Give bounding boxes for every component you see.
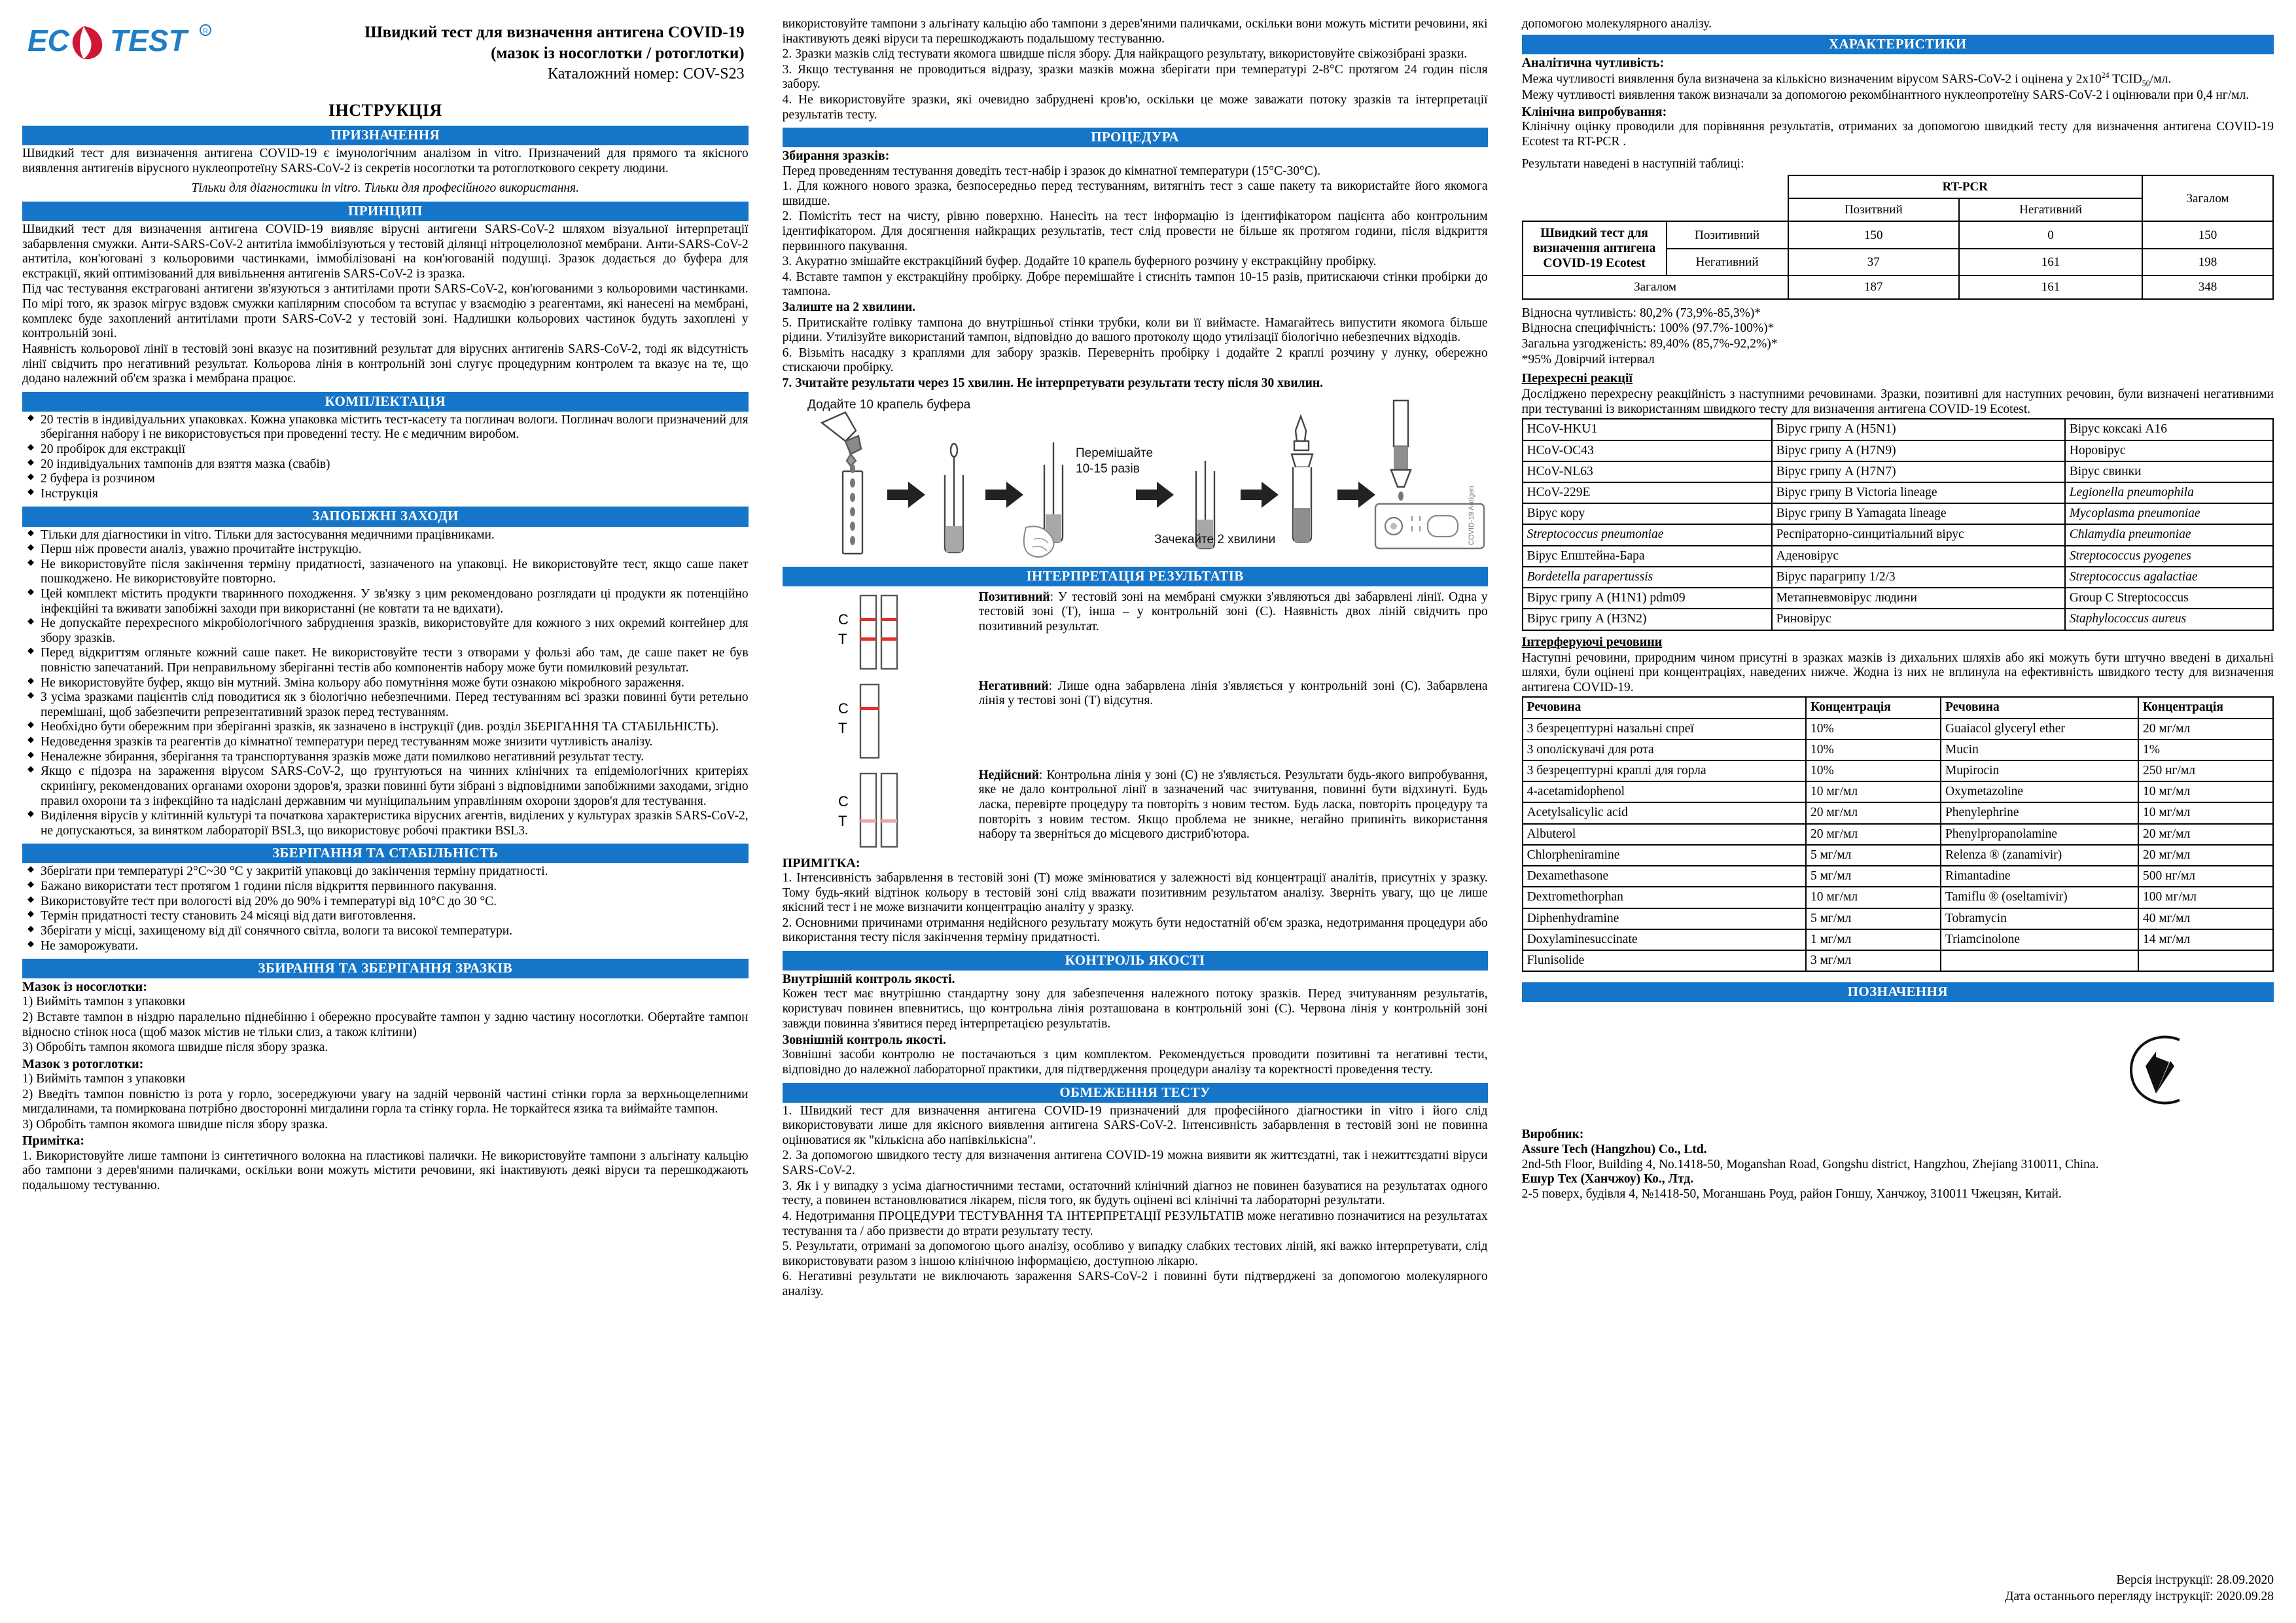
is-cell: 4-acetamidophenol — [1523, 781, 1806, 802]
is-cell: Flunisolide — [1523, 950, 1806, 971]
is-cell: 5 мг/мл — [1806, 908, 1941, 929]
contents-list — [22, 413, 749, 502]
principle-paragraph-1: Швидкий тест для визначення антигена COVID-19 виявляє вірусні антигени SARS-CoV-2 шляхом візуальної інтерпретації забарвлення смужки. Анти-SARS-CoV-2 антитіла іммобілізуються у тестовій ділянці нітроцелюлозної мембрани. Анти-SARS-CoV-2 антитіла, кон'юговані з кольоровими частинками, іммобілізовані на кон'югованій подушці. Зразок додається до буфера для екстракції, який оптимізований для вивільнення антигенів SARS-CoV-2 із зразка. — [22, 223, 749, 281]
manufacturer-block — [1522, 1128, 2274, 1202]
results-table-intro: Результати наведені в наступній таблиці: — [1521, 157, 1744, 171]
is-cell: 10 мг/мл — [2138, 781, 2273, 802]
is-cell: Phenylpropanolamine — [1941, 824, 2138, 845]
is-cell: 3 мг/мл — [1806, 950, 1941, 971]
cell-neg-neg: 161 — [1959, 249, 2142, 276]
section-bar-contents: КОМПЛЕКТАЦІЯ — [22, 392, 749, 412]
is-cell: 20 мг/мл — [2138, 719, 2273, 740]
procedure-step-1: 1. Для кожного нового зразка, безпосередньо перед тестуванням, витягніть тест з саше пакету та використайте його якомога швидше. — [782, 179, 1488, 208]
document-title-block — [364, 17, 748, 84]
cross-reactivity-table — [1522, 418, 2274, 630]
list-item: ◆ Перед відкриттям огляньте кожний саше пакет. Не використовуйте тести з отворами у фользі або там, де саше пакет не був повністю запечатаний. При неправильному зберіганні тестів або компонентів набору може бути помилковий результат. — [22, 646, 749, 675]
limitation-3: 3. Як і у випадку з усіма діагностичними тестами, остаточний клінічний діагноз не повинен базуватися на результатах одного тесту, а повинен встановлюватися лікарем, після того, як будуть оцінені всі клінічні та лабораторні результати. — [782, 1179, 1488, 1208]
relative-specificity: Відносна специфічність: 100% (97.7%-100%)* — [1521, 321, 1775, 336]
table-row — [1523, 950, 2273, 971]
limitation-6: 6. Негативні результати не виключають зараження SARS-CoV-2 і повинні бути підтверджені за допомогою молекулярного аналізу. — [782, 1270, 1488, 1298]
interpretation-text-positive — [979, 590, 1488, 635]
col-header-concentration-1: Концентрація — [1806, 697, 1941, 718]
three-column-layout — [22, 17, 2274, 1610]
test-zone-label: T — [838, 630, 847, 647]
total-row-label: Загалом — [1523, 276, 1788, 298]
result-desc-positive: : У тестовій зоні на мембрані смужки з'являються дві забарвлені лінії. Одна у тестовій зоні (Т), інша – у контрольній зоні (С). Наявність двох ліній свідчить про позитивний результат. — [978, 590, 1488, 633]
cr-cell: HCoV-OC43 — [1523, 440, 1772, 461]
is-cell: 3 безрецептурні краплі для горла — [1523, 760, 1806, 781]
table-row — [1523, 760, 2273, 781]
manufacturer-name-en: Assure Tech (Hangzhou) Co., Ltd. — [1521, 1142, 1707, 1156]
empty-cell — [1523, 198, 1667, 221]
col-header-substance-1: Речовина — [1523, 697, 1806, 718]
is-cell — [2138, 950, 2273, 971]
list-item: ◆ Виділення вірусів у клітинній культурі та початкова характеристика вірусних агентів, виділених у культурах зразків SARS-CoV-2, не допускаються, за винятком лабораторії BSL3, що використовує робочі практики BSL3. — [22, 809, 749, 838]
internal-qc-text: Кожен тест має внутрішню стандартну зону для забезпечення належного потоку зразків. Перед зчитуванням результатів, користувач повинен впевнитись, що контрольна лінія розташована в контрольній зоні (С). Червона лінія у контрольній зоні завжди повинна з'явитися перед інтерпретацією результатів. — [782, 987, 1488, 1031]
is-cell: 5 мг/мл — [1806, 866, 1941, 887]
cr-cell: Mycoplasma pneumoniae — [2065, 503, 2273, 524]
product-title-line1: Швидкий тест для визначення антигена COVID-19 — [364, 24, 745, 41]
section-bar-procedure: ПРОЦЕДУРА — [783, 128, 1488, 147]
table-row — [1523, 929, 2273, 950]
cell-pos-neg: 0 — [1959, 221, 2142, 249]
is-cell: 20 мг/мл — [1806, 824, 1941, 845]
svg-text:COVID-19 Antigen: COVID-19 Antigen — [1467, 486, 1475, 545]
nasopharyngeal-step-2: 2) Вставте тампон в ніздрю паралельно піднебінню і обережно просувайте тампон у задню частину носоглотки. Обертайте тампон відносно стінок носа (щоб мазок містив не тільки слиз, а також клітини) — [22, 1010, 749, 1039]
rtpcr-comparison-table — [1522, 175, 2274, 300]
is-cell: 20 мг/мл — [1806, 802, 1941, 823]
is-cell: 1% — [2138, 740, 2273, 760]
interfering-substances-table — [1522, 696, 2274, 972]
test-strip-positive-icon — [783, 590, 979, 675]
document-footer — [2005, 1573, 2274, 1605]
list-item: ◆ Не заморожувати. — [22, 939, 749, 954]
cr-cell: Риновірус — [1772, 609, 2065, 630]
is-cell: 40 мг/мл — [2138, 908, 2273, 929]
oropharyngeal-step-2: 2) Введіть тампон повністю із рота у горло, зосереджуючи увагу на задній червоній частині стінки горла за верхньощелепними мигдалинами, та помиркована потрібно двосторонні мигдалини горла та стінку горла. Не торкайтеся язика та виймайте тампон. — [22, 1087, 749, 1116]
column-right — [1505, 17, 2274, 1610]
table-row — [1523, 740, 2273, 760]
procedure-step-7-text: 7. Зчитайте результати через 15 хвилин. Не інтерпретувати результати тесту після 30 хвилин. — [782, 376, 1323, 391]
cell-neg-total: 198 — [2142, 249, 2273, 276]
analytical-part-a: Межа чутливості виявлення була визначена за кількісно визначеним вірусом SARS-CoV-2 і оцінена у 2x10 — [1521, 72, 2102, 86]
catalog-number: Каталожний номер: COV-S23 — [548, 65, 745, 82]
is-cell: Doxylaminesuccinate — [1523, 929, 1806, 950]
empty-corner-cell — [1523, 175, 1667, 198]
collection-note-4: 4. Не використовуйте зразки, які очевидно забруднені кров'ю, оскільки це може заважати потоку зразків та інтерпретації результатів тесту. — [782, 93, 1488, 122]
is-cell: Tamiflu ® (oseltamivir) — [1941, 887, 2138, 908]
cr-cell: Вірус Епштейна-Бара — [1523, 546, 1772, 567]
is-cell: 10 мг/мл — [2138, 802, 2273, 823]
test-strip-invalid-icon — [783, 768, 979, 853]
rtpcr-group-header: RT-PCR — [1788, 175, 2142, 198]
cr-cell: Вірус свинки — [2065, 461, 2273, 482]
cr-cell: Вірус грипу B Yamagata lineage — [1772, 503, 2065, 524]
cr-cell: Метапневмовірус людини — [1772, 588, 2065, 609]
cr-cell: Вірус парагрипу 1/2/3 — [1772, 567, 2065, 588]
is-cell: 250 нг/мл — [2138, 760, 2273, 781]
procedure-step-5: 5. Притискайте голівку тампона до внутрішньої стінки трубки, коли ви її виймаєте. Намагайтесь випустити якомога більше рідини. Утилізуйте використаний тампон, відповідно до вашого протоколу щодо утилізації біологічно небезпечних відходів. — [782, 315, 1488, 345]
table-row — [1523, 845, 2273, 866]
nasopharyngeal-step-3: 3) Обробіть тампон якомога швидше після збору зразка. — [22, 1041, 328, 1055]
empty-cell-2 — [1667, 198, 1788, 221]
is-cell: Dextromethorphan — [1523, 887, 1806, 908]
interpretation-note-1: 1. Інтенсивність забарвлення в тестовій зоні (Т) може змінюватися у залежності від концентрації аналітів, присутніх у зразку. Тому будь-який відтінок кольору в тестовій зоні слід вважати позитивним результатом аналізу. Зверніть увагу, що це лише якісний тест і не може визначити концентрацію аналіту у зразку. — [782, 870, 1488, 915]
is-cell: Relenza ® (zanamivir) — [1941, 845, 2138, 866]
clinical-trial-heading: Клінічна випробування: — [1521, 104, 1667, 119]
section-bar-storage: ЗБЕРІГАННЯ ТА СТАБІЛЬНІСТЬ — [22, 844, 749, 863]
list-item: ◆ Інструкція — [22, 487, 749, 502]
svg-text:EC: EC — [27, 24, 69, 58]
list-item: ◆ Не використовуйте буфер, якщо він мутний. Зміна кольору або помутніння може бути ознакою мікробного зараження. — [22, 676, 749, 691]
is-cell: 10 мг/мл — [1806, 781, 1941, 802]
cr-cell: Вірус грипу A (H7N7) — [1772, 461, 2065, 482]
cr-cell: Staphylococcus aureus — [2065, 609, 2273, 630]
list-item: ◆ Перш ніж провести аналіз, уважно прочитайте інструкцію. — [22, 543, 749, 558]
manufacturer-heading: Виробник: — [1521, 1128, 1584, 1142]
svg-text:R: R — [203, 27, 208, 35]
table-row — [1523, 461, 2273, 482]
cr-cell: Group C Streptococcus — [2065, 588, 2273, 609]
table-row — [1523, 802, 2273, 823]
cell-total-total: 348 — [2142, 276, 2273, 298]
rtpcr-negative-header: Негативний — [1959, 198, 2142, 221]
intended-use-text: Швидкий тест для визначення антигена COVID-19 є імунологічним аналізом in vitro. Призначений для прямого та якісного виявлення антигенів вірусного нуклеопротеїну SARS-CoV-2 із секретів носоглотки та ротоглоткового секрету людини. — [22, 147, 749, 175]
collection-note-2: 2. Зразки мазків слід тестувати якомога швидше після збору. Для найкращого результату, використовуйте свіжозібрані зразки. — [782, 47, 1468, 62]
collection-note-heading: Примітка: — [22, 1133, 85, 1149]
cr-cell: HCoV-229E — [1523, 482, 1772, 503]
list-item: ◆ Якщо є підозра на зараження вірусом SARS-CoV-2, що ґрунтуються на чинних клінічних та епідеміологічних критеріях скринінгу, рекомендованих органами охорони здоров'я, зразки повинні бути зібрані з відповідними запобіжними заходами, згідно правил охорони та з інфекційно та надіслані державним чи муніципальним управлінням охорони здоров'я для тестування. — [22, 764, 749, 809]
rtpcr-positive-header: Позитвний — [1788, 198, 1959, 221]
symbols-area — [1522, 1003, 2274, 1128]
table-row — [1523, 419, 2273, 440]
result-desc-negative: : Лише одна забарвлена лінія з'являється у контрольній зоні (С). Забарвлена лінія у тестові зоні (Т) відсутня. — [978, 679, 1488, 708]
result-label-negative: Негативний — [978, 679, 1049, 693]
procedure-step-3: 3. Акуратно змішайте екстракційний буфер. Додайте 10 крапель буферного розчину у екстракційну пробірку. — [782, 255, 1377, 269]
is-cell: 10% — [1806, 740, 1941, 760]
cr-cell: Вірус грипу A (H3N2) — [1523, 609, 1772, 630]
is-cell: 20 мг/мл — [2138, 845, 2273, 866]
column-left — [22, 17, 766, 1610]
result-label-positive: Позитивний — [978, 590, 1050, 604]
list-item: ◆ Цей комплект містить продукти тваринного походження. У зв'язку з цим рекомендовано розглядати ці продукти як потенційно інфекційні та вживати запобіжні заходи при використанні (не ковтати та не вдихати). — [22, 587, 749, 616]
test-zone-label: T — [838, 719, 847, 736]
section-bar-intended-use: ПРИЗНАЧЕННЯ — [22, 126, 749, 145]
control-zone-label: C — [838, 700, 849, 717]
cr-cell: Вірус грипу B Victoria lineage — [1772, 482, 2065, 503]
rapid-test-row-label: Швидкий тест для визначення антигена COVID-19 Ecotest — [1523, 221, 1667, 276]
list-item: ◆ Зберігати у місці, захищеному від дії сонячного світла, вологи та високої температури. — [22, 924, 749, 939]
table-row — [1523, 524, 2273, 545]
instruction-version: Версія інструкції: 28.09.2020 — [2116, 1573, 2274, 1588]
result-label-invalid: Недійсний — [978, 768, 1040, 782]
table-total-row — [1523, 276, 2273, 298]
control-zone-label: C — [838, 611, 849, 628]
precautions-list — [22, 528, 749, 839]
cell-pos-pos: 150 — [1788, 221, 1959, 249]
is-cell: Diphenhydramine — [1523, 908, 1806, 929]
external-qc-text: Зовнішні засоби контролю не постачаються з цим комплектом. Рекомендується проводити позитивні та негативні тести, відповідно до належної лабораторної практики, для підтвердження процедури аналізу та коректності проведення тесту. — [782, 1048, 1488, 1077]
cell-total-neg: 161 — [1959, 276, 2142, 298]
is-cell: Chlorpheniramine — [1523, 845, 1806, 866]
cr-cell: Вірус грипу A (H7N9) — [1772, 440, 2065, 461]
cr-cell: Аденовірус — [1772, 546, 2065, 567]
procedure-step-7 — [783, 376, 1488, 391]
section-bar-limitations: ОБМЕЖЕННЯ ТЕСТУ — [783, 1083, 1488, 1103]
column-middle — [766, 17, 1505, 1610]
is-cell: 500 нг/мл — [2138, 866, 2273, 887]
table-row — [1523, 866, 2273, 887]
is-cell: Mucin — [1941, 740, 2138, 760]
analytical-part-b: TCID — [2109, 72, 2142, 86]
analytical-subscript: 50 — [2142, 79, 2150, 88]
interfering-substances-heading: Інтерферуючі речовини — [1521, 634, 1663, 649]
col-header-concentration-2: Концентрація — [2138, 697, 2273, 718]
is-cell: 10% — [1806, 719, 1941, 740]
limitation-5: 5. Результати, отримані за допомогою цього аналізу, особливо у випадку слабких тестових ліній, які важко інтерпретувати, слід використовувати разом з іншою клінічною інформацією, доступною лікарю. — [782, 1240, 1488, 1268]
cr-cell: HCoV-NL63 — [1523, 461, 1772, 482]
in-vitro-note: Тільки для діагностики in vitro. Тільки для професійного використання. — [191, 181, 579, 196]
procedure-step-2: 2. Помістіть тест на чисту, рівню поверхню. Нанесіть на тест інформацію із ідентифікатором пацієнта або контрольним ідентифікатором. Для досягнення найкращих результатів, тест слід провести не більше як протягом години, після відкриття первинного пакування. — [782, 209, 1488, 253]
cr-cell: Legionella pneumophila — [2065, 482, 2273, 503]
diagram-label-wait: Зачекайте 2 хвилини — [1154, 532, 1275, 546]
interpretation-text-negative — [979, 679, 1488, 709]
section-bar-characteristics: ХАРАКТЕРИСТИКИ — [1522, 35, 2274, 54]
section-bar-precautions: ЗАПОБІЖНІ ЗАХОДИ — [22, 507, 749, 526]
overall-agreement: Загальна узгодженість: 89,40% (85,7%-92,2%)* — [1521, 336, 1778, 351]
document-header — [22, 17, 749, 94]
cell-neg-pos: 37 — [1788, 249, 1959, 276]
table-row — [1523, 887, 2273, 908]
table-row — [1523, 503, 2273, 524]
list-item: ◆ Використовуйте тест при вологості від 20% до 90% і температурі від 10°C до 30 °C. — [22, 895, 749, 910]
procedure-intro: Перед проведенням тестування доведіть тест-набір і зразок до кімнатної температури (15°C-30°C). — [782, 164, 1321, 178]
table-row — [1523, 719, 2273, 740]
oropharyngeal-step-3: 3) Обробіть тампон якомога швидше після збору зразка. — [22, 1117, 328, 1132]
list-item: ◆ Не використовуйте після закінчення терміну придатності, зазначеного на упаковці. Не використовуйте тест, якщо саше пакет пошкоджено. Не використовуйте повторно. — [22, 558, 749, 587]
external-qc-heading: Зовнішній контроль якості. — [782, 1033, 946, 1048]
list-item: ◆ З усіма зразками пацієнтів слід поводитися як з біологічно небезпечними. Перед тестуванням всі зразки повинні бути ретельно перемішані, щоб забезпечити репрезентативний зразок перед тестуванням. — [22, 690, 749, 720]
section-bar-specimen-collection: ЗБИРАННЯ ТА ЗБЕРІГАННЯ ЗРАЗКІВ — [22, 959, 749, 978]
section-bar-symbols: ПОЗНАЧЕННЯ — [1522, 982, 2274, 1002]
ccc-certification-icon — [2117, 1028, 2195, 1116]
is-cell: Triamcinolone — [1941, 929, 2138, 950]
col-header-substance-2: Речовина — [1941, 697, 2138, 718]
is-cell: Albuterol — [1523, 824, 1806, 845]
list-item: ◆ 20 тестів в індивідуальних упаковках. Кожна упаковка містить тест-касету та поглинач вологи. Поглинач вологи призначений для зберігання набору і не використовується при проведенні тесту. Не є медичним виробом. — [22, 413, 749, 442]
list-item: ◆ Неналежне збирання, зберігання та транспортування зразків може дати помилково негативний результат тесту. — [22, 750, 749, 765]
is-cell: 1 мг/мл — [1806, 929, 1941, 950]
row-label-positive: Позитивний — [1667, 221, 1788, 249]
cr-cell: Вірус грипу A (H5N1) — [1772, 419, 2065, 440]
is-cell: 10% — [1806, 760, 1941, 781]
analytical-sensitivity-heading: Аналітична чутливість: — [1521, 55, 1665, 70]
is-cell: 20 мг/мл — [2138, 824, 2273, 845]
sample-collection-heading: Збирання зразків: — [782, 149, 890, 164]
internal-qc-heading: Внутрішній контроль якості. — [782, 972, 955, 987]
cr-cell: Вірус кору — [1523, 503, 1772, 524]
test-strip-negative-icon — [783, 679, 979, 764]
is-cell: Dexamethasone — [1523, 866, 1806, 887]
analytical-exponent: 24 — [2101, 70, 2110, 80]
confidence-interval-note: *95% Довірчий інтервал — [1521, 352, 1655, 366]
list-item: ◆ Недоведення зразків та реагентів до кімнатної температури перед тестуванням може знизити чутливість аналізу. — [22, 735, 749, 750]
nasopharyngeal-swab-heading: Мазок із носоглотки: — [22, 980, 147, 995]
table-row — [1523, 588, 2273, 609]
is-cell: 10 мг/мл — [1806, 887, 1941, 908]
is-cell: Acetylsalicylic acid — [1523, 802, 1806, 823]
cell-pos-total: 150 — [2142, 221, 2273, 249]
table-row — [1523, 609, 2273, 630]
interpretation-row-invalid — [783, 768, 1488, 853]
list-item: ◆ Не допускайте перехресного мікробіологічного забруднення зразків, використовуйте для кожного з них окремий контейнер для збору зразків. — [22, 616, 749, 646]
section-bar-quality-control: КОНТРОЛЬ ЯКОСТІ — [783, 951, 1488, 971]
procedure-wait-note: Залиште на 2 хвилини. — [782, 300, 916, 315]
table-row — [1523, 221, 2273, 249]
limitation-2: 2. За допомогою швидкого тесту для визначення антигена COVID-19 можна виявити як життєздатні, так і нежиттєздатні віруси SARS-CoV-2. — [782, 1149, 1488, 1178]
cr-cell: Streptococcus pyogenes — [2065, 546, 2273, 567]
is-cell — [1941, 950, 2138, 971]
procedure-diagram — [783, 398, 1488, 562]
interfering-substances-intro: Наступні речовини, природним чином присутні в зразках мазків із дихальних шляхів або які можуть бути штучно введені в дихальні шляхи, були оцінені при концентраціях, наведених нижче. Жодна із них не вплинула на ефективність швидкого тесту для визначення антигена COVID-19. — [1521, 651, 2274, 694]
cross-reactivity-heading: Перехресні реакції — [1521, 371, 1633, 386]
instruction-heading: ІНСТРУКЦІЯ — [328, 101, 442, 120]
storage-list — [22, 865, 749, 954]
cr-cell: Вірус коксакі A16 — [2065, 419, 2273, 440]
diagram-label-buffer: Додайте 10 крапель буфера — [807, 397, 970, 412]
is-cell: 14 мг/мл — [2138, 929, 2273, 950]
test-zone-label: T — [838, 812, 847, 829]
cross-reactivity-intro: Досліджено перехресну реакційність з наступними речовинами. Зразки, позитивні для наступних речовин, були визначені негативними при тестуванні із використанням швидкого тесту для визначення антигена COVID-19 Ecotest. — [1521, 387, 2274, 416]
interpretation-row-positive — [783, 590, 1488, 675]
collection-note-1: 1. Використовуйте лише тампони із синтетичного волокна на пластикові палички. Не використовуйте тампони з альгінату кальцію або тампони з дерев'яними паличками, оскільки вони можуть містити речовини, які інактивують деякі віруси та перешкоджають подальшому тестуванню. — [22, 1149, 749, 1192]
ecotest-logo — [27, 21, 217, 63]
table-row — [1523, 781, 2273, 802]
limitation-4: 4. Недотримання ПРОЦЕДУРИ ТЕСТУВАННЯ ТА ІНТЕРПРЕТАЦІЇ РЕЗУЛЬТАТІВ може негативно позначитися на результатах тестування та / або призвести до втрати результату тесту. — [782, 1209, 1488, 1238]
cr-cell: Норовірус — [2065, 440, 2273, 461]
relative-sensitivity: Відносна чутливість: 80,2% (73,9%-85,3%)* — [1521, 306, 1761, 320]
oropharyngeal-swab-heading: Мазок з ротоглотки: — [22, 1056, 144, 1071]
analytical-sensitivity-text-1 — [1522, 71, 2274, 88]
analytical-part-c: /мл. — [2149, 72, 2172, 86]
product-title-line2: (мазок із носоглотки / ротоглотки) — [491, 45, 745, 62]
is-cell: Tobramycin — [1941, 908, 2138, 929]
is-cell: Guaiacol glyceryl ether — [1941, 719, 2138, 740]
result-desc-invalid: : Контрольна лінія у зоні (С) не з'являється. Результати будь-якого випробування, яке не дало контрольної лінії в зазначений час зчитування, повинні бути відхинуті. Будь ласка, перевірте процедуру та повторіть з новим тестом. Будь ласка, повторіть процедуру та повторіть з новим тестом. Якщо проблема не зникне, негайно припиніть використання набору та зверніться до місцевого дистриб'ютора. — [978, 768, 1488, 842]
table-header-row — [1523, 697, 2273, 718]
list-item: ◆ 2 буфера із розчином — [22, 472, 749, 487]
interpretation-text-invalid — [979, 768, 1488, 842]
cell-total-pos: 187 — [1788, 276, 1959, 298]
is-cell: 100 мг/мл — [2138, 887, 2273, 908]
cr-cell: Streptococcus agalactiae — [2065, 567, 2273, 588]
is-cell: 5 мг/мл — [1806, 845, 1941, 866]
cr-cell: Bordetella parapertussis — [1523, 567, 1772, 588]
list-item: ◆ Бажано використати тест протягом 1 години після відкриття первинного пакування. — [22, 880, 749, 895]
cr-cell: Вірус грипу A (H1N1) pdm09 — [1523, 588, 1772, 609]
is-cell: Phenylephrine — [1941, 802, 2138, 823]
interpretation-note-2: 2. Основними причинами отримання недійсного результату можуть бути недостатній об'єм зразка, недотримання процедури або використання тесту після закінчення терміну придатності. — [782, 916, 1488, 945]
is-cell: Oxymetazoline — [1941, 781, 2138, 802]
oropharyngeal-step-1: 1) Вийміть тампон з упаковки — [22, 1072, 186, 1086]
list-item: ◆ Необхідно бути обережним при зберіганні зразків, як зазначено в інструкції (див. розділ ЗБЕРІГАННЯ ТА СТАБІЛЬНІСТЬ). — [22, 720, 749, 735]
empty-corner-cell-2 — [1667, 175, 1788, 198]
procedure-step-6: 6. Візьміть насадку з краплями для забору зразків. Переверніть пробірку і додайте 2 краплі розчину у лунку, обережно стискаючи пробірку. — [782, 346, 1488, 375]
is-cell: Mupirocin — [1941, 760, 2138, 781]
analytical-sensitivity-text-2: Межу чутливості виявлення також визначали за допомогою рекомбінантного нуклеопротеїну SARS-CoV-2 і оцінювали при 0,4 нг/мл. — [1521, 88, 2250, 103]
list-item: ◆ 20 індивідуальних тампонів для взяття мазка (свабів) — [22, 457, 749, 473]
list-item: ◆ Тільки для діагностики in vitro. Тільки для застосування медичними працівниками. — [22, 528, 749, 543]
last-review-date: Дата останнього перегляду інструкції: 2020.09.28 — [2005, 1589, 2274, 1603]
section-bar-principle: ПРИНЦИП — [22, 202, 749, 221]
list-item: ◆ 20 пробірок для екстракції — [22, 442, 749, 457]
table-row — [1523, 482, 2273, 503]
diagram-label-mix-1: Перемішайте — [1075, 446, 1153, 460]
table-row — [1523, 546, 2273, 567]
table-header-row — [1523, 175, 2273, 198]
section-bar-interpretation: ІНТЕРПРЕТАЦІЯ РЕЗУЛЬТАТІВ — [783, 567, 1488, 586]
cr-cell: HCoV-HKU1 — [1523, 419, 1772, 440]
list-item: ◆ Зберігати при температурі 2°C~30 °C у закритій упаковці до закінчення терміну придатності. — [22, 865, 749, 880]
cr-cell: Streptococcus pneumoniae — [1523, 524, 1772, 545]
control-zone-label: C — [838, 793, 849, 810]
is-cell: 3 безрецептурні назальні спреї — [1523, 719, 1806, 740]
cr-cell: Респіраторно-синцитіальний вірус — [1772, 524, 2065, 545]
limitation-6-continuation: допомогою молекулярного аналізу. — [1521, 17, 1712, 31]
procedure-step-4: 4. Вставте тампон у екстракційну пробірку. Добре перемішайте і стисніть тампон 10-15 разів, притискаючи стінки пробірки до тампона. — [782, 270, 1488, 299]
is-cell: Rimantadine — [1941, 866, 2138, 887]
manufacturer-address-en: 2nd-5th Floor, Building 4, No.1418-50, Moganshan Road, Gongshu district, Hangzhou, Zhejiang 310011, China. — [1521, 1157, 2099, 1171]
is-cell: 3 ополіскувачі для рота — [1523, 740, 1806, 760]
limitation-1: 1. Швидкий тест для визначення антигена COVID-19 призначений для професійного діагностики in vitro і його слід використовувати лише для якісного виявлення антигена SARS-CoV-2. Інтенсивність забарвлення в тестовій зоні не повинна оцінюватися як "кількісна або напівкількісна". — [782, 1103, 1488, 1147]
collection-note-3: 3. Якщо тестування не проводиться відразу, зразки мазків можна зберігати при температурі 2-8°C протягом 24 годин після забору. — [782, 62, 1488, 92]
clinical-trial-text: Клінічну оцінку проводили для порівняння результатів, отриманих за допомогою швидкий тесту для визначення антигена COVID-19 Ecotest та RT-PCR . — [1521, 120, 2274, 149]
principle-paragraph-3: Наявність кольорової лінії в тестовій зоні вказує на позитивний результат для вірусних антигенів SARS-CoV-2, тоді як відсутність лінії свідчить про негативний результат. Кольорова лінія в контрольній зоні слугує процедурним контролем та вказує на те, що додано належний об'єм зразка і мембрана працює. — [22, 342, 749, 386]
table-row — [1523, 824, 2273, 845]
table-row — [1523, 567, 2273, 588]
svg-text:TEST: TEST — [110, 24, 187, 58]
interpretation-row-negative — [783, 679, 1488, 764]
manufacturer-address-ua: 2-5 поверх, будівля 4, №1418-50, Моганшань Роуд, район Гоншу, Ханчжоу, 310011 Чжецзян, Китай. — [1521, 1186, 2062, 1201]
interpretation-note-heading: ПРИМІТКА: — [782, 855, 860, 870]
total-column-header: Загалом — [2142, 175, 2273, 222]
collection-note-cont: використовуйте тампони з альгінату кальцію або тампони з дерев'яними паличками, оскільки вони можуть містити речовини, які інактивують деякі віруси та перешкоджають подальшому тестуванню. — [782, 17, 1488, 46]
manufacturer-name-ua: Ешур Тех (Ханчжоу) Ко., Лтд. — [1521, 1172, 1694, 1186]
principle-paragraph-2: Під час тестування екстраговані антигени зв'язуються з антитілами проти SARS-CoV-2, кон'югованими з кольоровими частинками. По мірі того, як зразок мігрує вздовж смужки капілярним способом та вступає у взаємодію з реагентами, які нанесені на мембрані, комплекс буде захоплений антитілами проти SARS-CoV-2 у тестовій зоні. Надлишки кольорових частинок будуть захоплені у контрольній зоні. — [22, 282, 749, 341]
list-item: ◆ Термін придатності тесту становить 24 місяці від дати виготовлення. — [22, 909, 749, 924]
diagram-label-mix-2: 10-15 разів — [1075, 461, 1140, 476]
table-row — [1523, 908, 2273, 929]
cr-cell: Chlamydia pneumoniae — [2065, 524, 2273, 545]
nasopharyngeal-step-1: 1) Вийміть тампон з упаковки — [22, 995, 186, 1009]
table-row — [1523, 440, 2273, 461]
row-label-negative: Негативний — [1667, 249, 1788, 276]
